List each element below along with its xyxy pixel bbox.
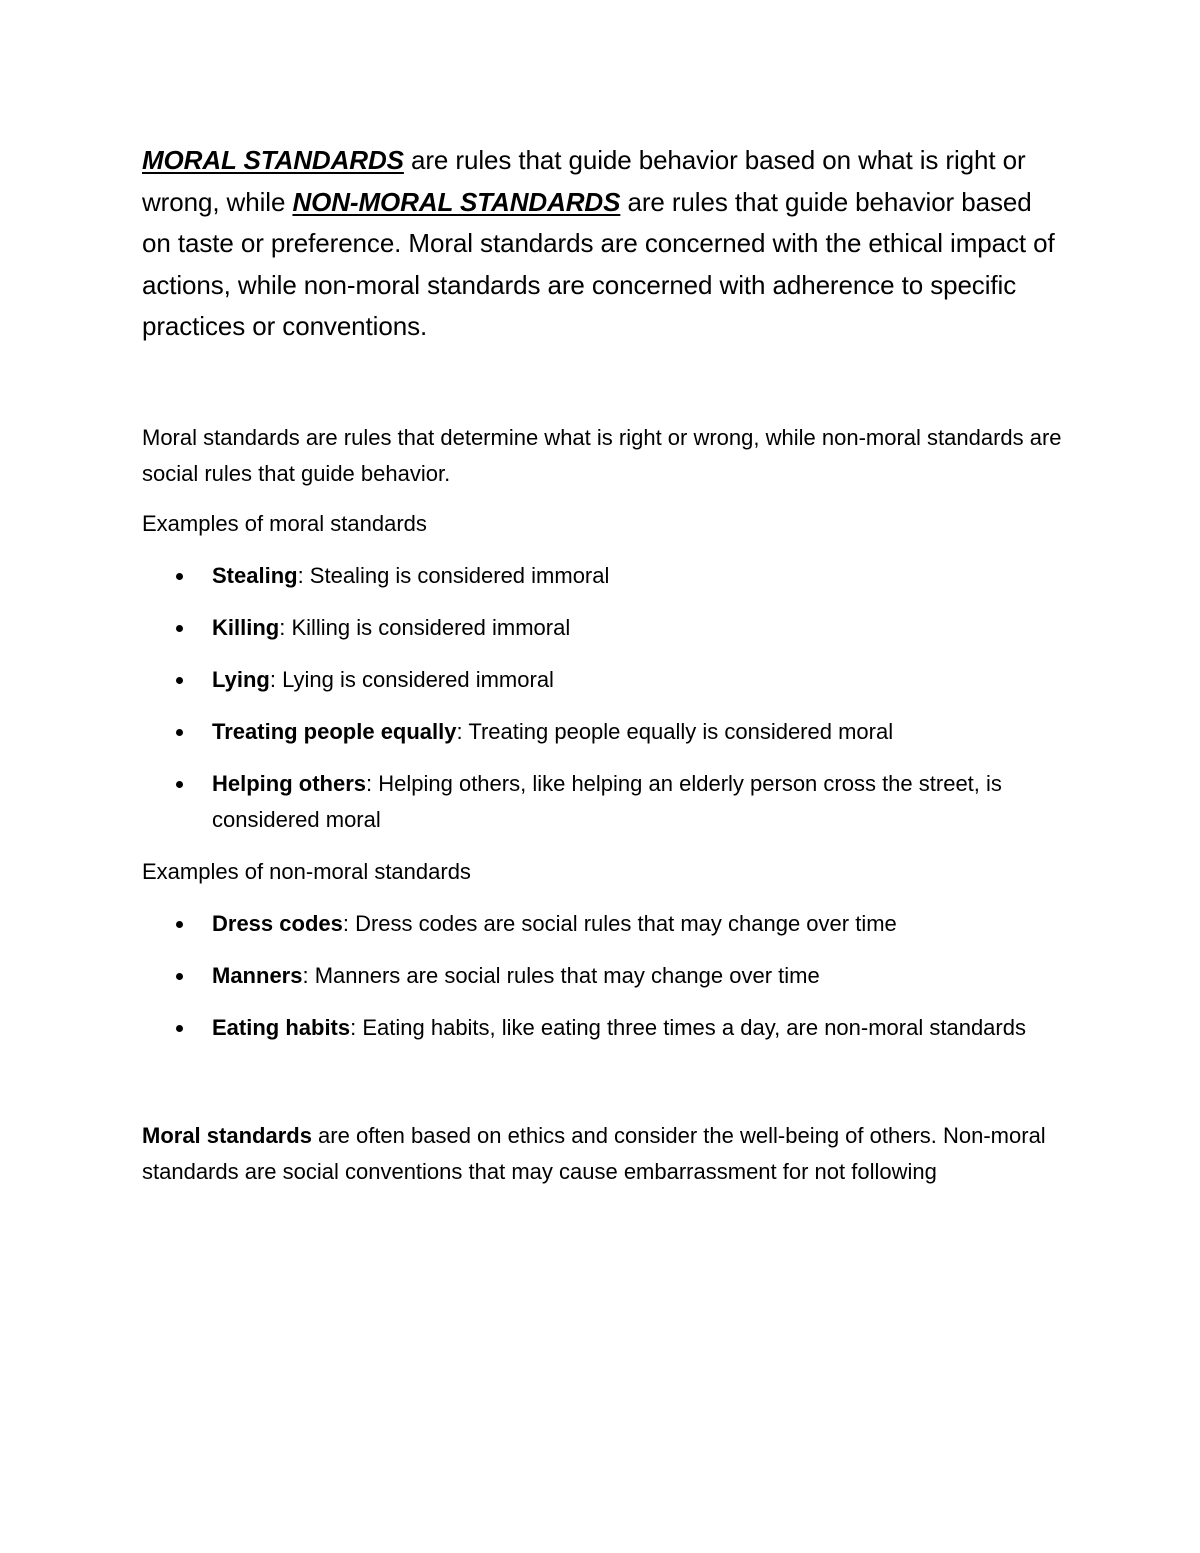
moral-examples-list	[142, 558, 1062, 838]
bullet-icon	[176, 921, 183, 928]
moral-examples-heading: Examples of moral standards	[142, 510, 427, 536]
non-moral-examples-list	[142, 906, 1062, 1046]
list-item	[142, 662, 1062, 698]
list-item	[142, 1010, 1062, 1046]
intro-text-part-2: are rules that guide behavior based on taste or preference. Moral standards are concerned with the ethical impact of actions, while non-moral standards are concerned with adherence to specific practices or conventions.	[142, 186, 1055, 341]
closing-lead-term: Moral standards	[142, 1122, 312, 1148]
list-item	[142, 906, 1062, 942]
bullet-icon	[176, 729, 183, 736]
closing-text: are often based on ethics and consider the well-being of others. Non-moral standards are social conventions that may cause embarrassment for not following	[142, 1122, 1046, 1184]
list-item-label: Eating habits	[212, 1014, 351, 1040]
list-item-label: Dress codes	[212, 910, 343, 936]
summary-paragraph: Moral standards are rules that determine what is right or wrong, while non-moral standards are social rules that guide behavior.	[142, 424, 1062, 486]
list-item-text: : Manners are social rules that may change over time	[302, 962, 820, 988]
list-item-label: Treating people equally	[212, 718, 457, 744]
bullet-icon	[176, 1025, 183, 1032]
list-item-text: : Eating habits, like eating three times a day, are non-moral standards	[350, 1014, 1026, 1040]
list-item	[142, 766, 1062, 838]
document-body	[142, 140, 1062, 1190]
list-item	[142, 558, 1062, 594]
list-item-label: Manners	[212, 962, 303, 988]
list-item	[142, 610, 1062, 646]
intro-paragraph	[142, 140, 1062, 348]
bullet-icon	[176, 973, 183, 980]
list-item-text: : Stealing is considered immoral	[297, 562, 610, 588]
list-item-label: Lying	[212, 666, 270, 692]
list-item-text: : Killing is considered immoral	[279, 614, 571, 640]
bullet-icon	[176, 573, 183, 580]
list-item	[142, 958, 1062, 994]
list-item-text: : Helping others, like helping an elderly person cross the street, is considered moral	[212, 770, 1002, 832]
list-item-text: : Treating people equally is considered moral	[456, 718, 894, 744]
bullet-icon	[176, 625, 183, 632]
list-item-label: Helping others	[212, 770, 367, 796]
bullet-icon	[176, 781, 183, 788]
list-item-label: Stealing	[212, 562, 298, 588]
list-item	[142, 714, 1062, 750]
list-item-label: Killing	[212, 614, 280, 640]
intro-text-part-1: are rules that guide behavior based on what is right or wrong, while	[142, 145, 1026, 217]
bullet-icon	[176, 677, 183, 684]
non-moral-examples-heading: Examples of non-moral standards	[142, 858, 471, 884]
list-item-text: : Dress codes are social rules that may change over time	[342, 910, 897, 936]
list-item-text: : Lying is considered immoral	[269, 666, 554, 692]
moral-standards-term: MORAL STANDARDS	[142, 145, 404, 175]
closing-paragraph	[142, 1118, 1062, 1190]
non-moral-standards-term: NON-MORAL STANDARDS	[292, 186, 621, 217]
